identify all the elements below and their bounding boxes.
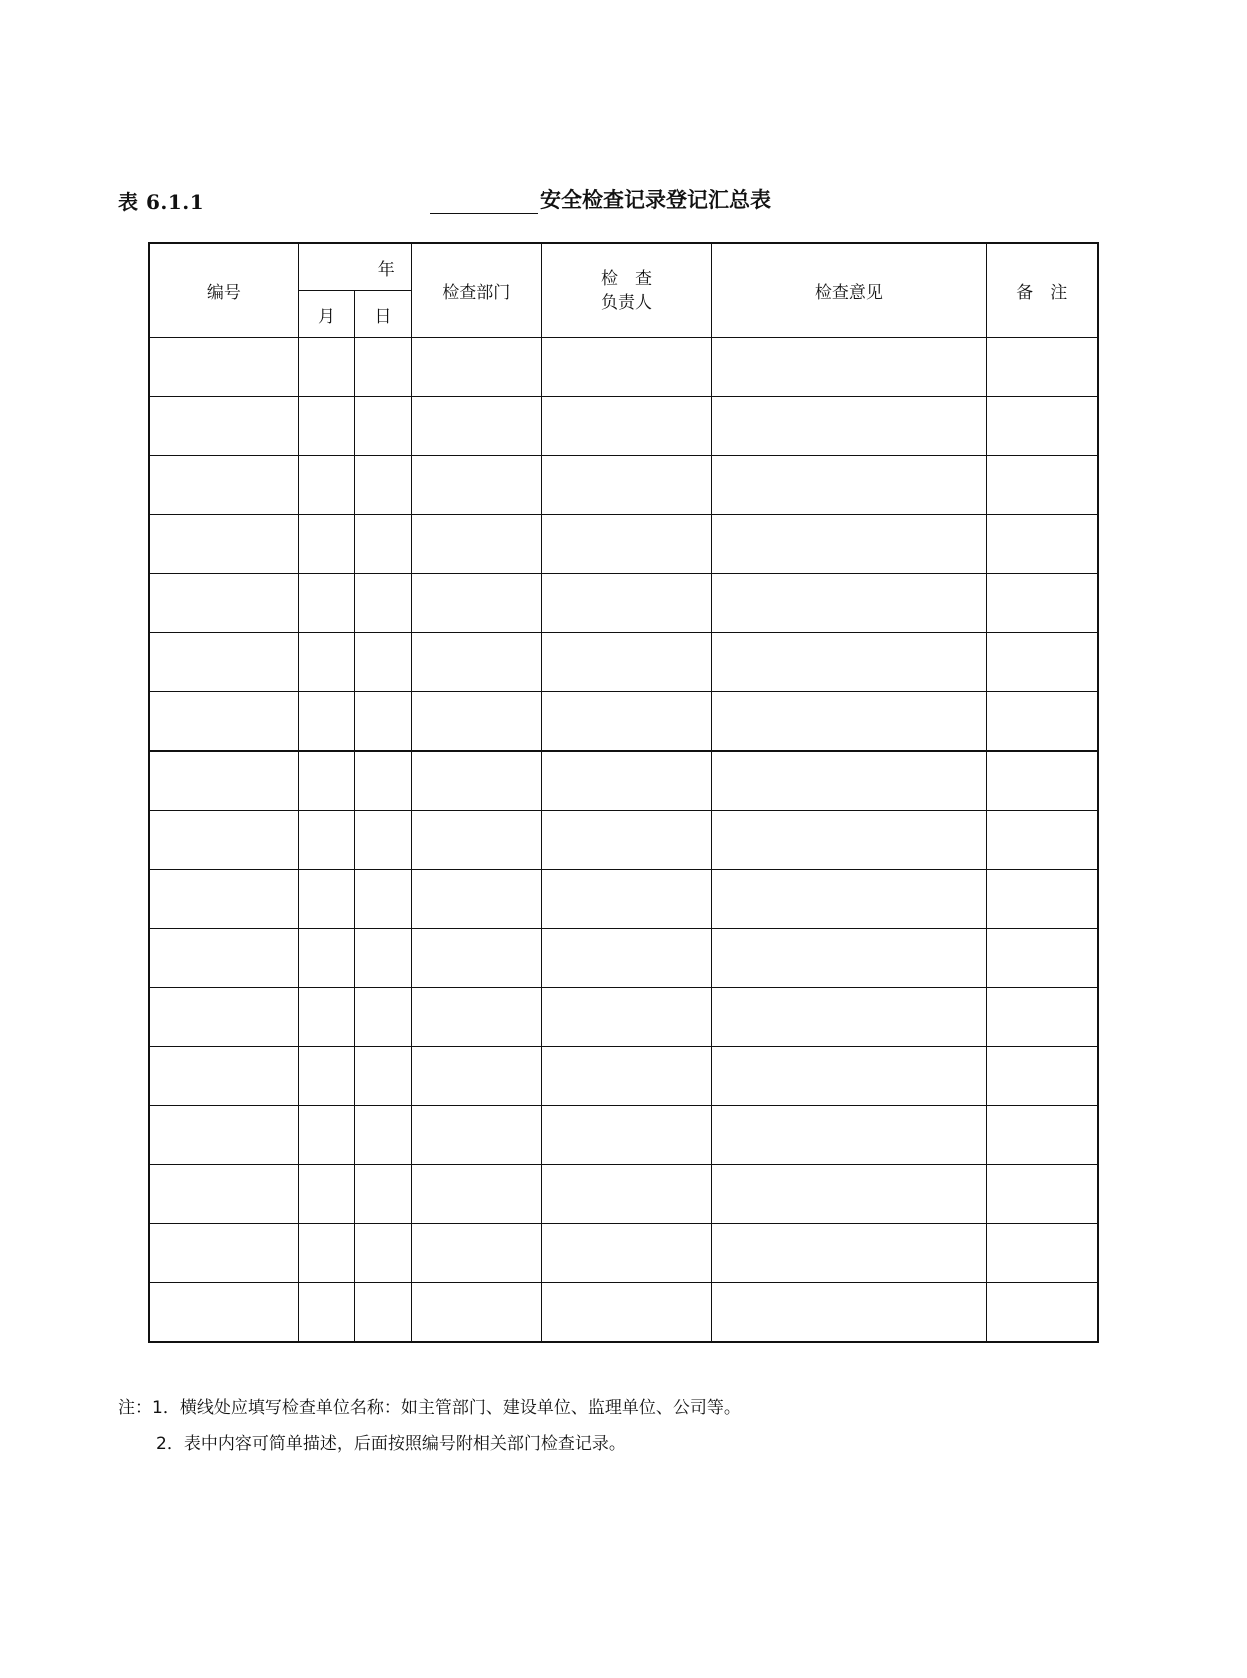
department-cell[interactable] [411, 1224, 541, 1283]
opinion-cell[interactable] [712, 692, 986, 752]
note-item-2 [118, 1426, 741, 1462]
opinion-cell[interactable] [712, 338, 986, 397]
remarks-cell[interactable] [986, 1047, 1098, 1106]
department-cell[interactable] [411, 574, 541, 633]
month-cell[interactable] [298, 751, 354, 811]
remarks-cell[interactable] [986, 1224, 1098, 1283]
day-cell[interactable] [355, 1106, 411, 1165]
opinion-cell[interactable] [712, 1047, 986, 1106]
responsible-cell[interactable] [541, 633, 711, 692]
opinion-cell[interactable] [712, 929, 986, 988]
month-cell[interactable] [298, 1106, 354, 1165]
month-cell[interactable] [298, 1283, 354, 1343]
day-cell[interactable] [355, 515, 411, 574]
day-cell[interactable] [355, 1224, 411, 1283]
number-cell[interactable] [149, 338, 298, 397]
responsible-cell[interactable] [541, 1047, 711, 1106]
opinion-cell[interactable] [712, 1224, 986, 1283]
department-cell[interactable] [411, 633, 541, 692]
month-cell[interactable] [298, 870, 354, 929]
opinion-cell[interactable] [712, 1283, 986, 1343]
responsible-cell[interactable] [541, 751, 711, 811]
table-row [149, 751, 1098, 811]
table-row [149, 1283, 1098, 1343]
department-cell[interactable] [411, 397, 541, 456]
remarks-cell[interactable] [986, 811, 1098, 870]
number-cell[interactable] [149, 870, 298, 929]
department-cell[interactable] [411, 870, 541, 929]
day-cell[interactable] [355, 633, 411, 692]
month-cell[interactable] [298, 574, 354, 633]
table-row [149, 1224, 1098, 1283]
column-header-month: 月 [298, 291, 354, 338]
opinion-cell[interactable] [712, 751, 986, 811]
responsible-cell[interactable] [541, 1106, 711, 1165]
remarks-cell[interactable] [986, 751, 1098, 811]
responsible-cell[interactable] [541, 1224, 711, 1283]
remarks-cell[interactable] [986, 633, 1098, 692]
responsible-cell[interactable] [541, 338, 711, 397]
remarks-cell[interactable] [986, 397, 1098, 456]
opinion-cell[interactable] [712, 456, 986, 515]
unit-name-blank[interactable] [430, 193, 538, 214]
opinion-cell[interactable] [712, 574, 986, 633]
month-cell[interactable] [298, 988, 354, 1047]
remarks-cell[interactable] [986, 929, 1098, 988]
month-cell[interactable] [298, 515, 354, 574]
table-row [149, 515, 1098, 574]
column-header-responsible-line2: 负责人 [600, 292, 652, 313]
day-cell[interactable] [355, 692, 411, 752]
table-row [149, 397, 1098, 456]
opinion-cell[interactable] [712, 870, 986, 929]
day-cell[interactable] [355, 751, 411, 811]
form-title [430, 184, 771, 214]
number-cell[interactable] [149, 397, 298, 456]
remarks-cell[interactable] [986, 1106, 1098, 1165]
number-cell[interactable] [149, 1165, 298, 1224]
department-cell[interactable] [411, 929, 541, 988]
opinion-cell[interactable] [712, 811, 986, 870]
remarks-cell[interactable] [986, 1283, 1098, 1343]
month-cell[interactable] [298, 811, 354, 870]
department-cell[interactable] [411, 811, 541, 870]
number-cell[interactable] [149, 988, 298, 1047]
remarks-cell[interactable] [986, 988, 1098, 1047]
department-cell[interactable] [411, 1283, 541, 1343]
responsible-cell[interactable] [541, 692, 711, 752]
department-cell[interactable] [411, 692, 541, 752]
opinion-cell[interactable] [712, 515, 986, 574]
department-cell[interactable] [411, 1047, 541, 1106]
remarks-cell[interactable] [986, 456, 1098, 515]
remarks-cell[interactable] [986, 338, 1098, 397]
table-row [149, 1165, 1098, 1224]
table-row [149, 811, 1098, 870]
responsible-cell[interactable] [541, 397, 711, 456]
table-row [149, 988, 1098, 1047]
number-cell[interactable] [149, 692, 298, 752]
table-row [149, 633, 1098, 692]
month-cell[interactable] [298, 397, 354, 456]
opinion-cell[interactable] [712, 633, 986, 692]
responsible-cell[interactable] [541, 929, 711, 988]
opinion-cell[interactable] [712, 1165, 986, 1224]
day-cell[interactable] [355, 574, 411, 633]
table-row [149, 456, 1098, 515]
month-cell[interactable] [298, 1224, 354, 1283]
department-cell[interactable] [411, 751, 541, 811]
day-cell[interactable] [355, 870, 411, 929]
month-cell[interactable] [298, 1047, 354, 1106]
responsible-cell[interactable] [541, 811, 711, 870]
month-cell[interactable] [298, 929, 354, 988]
number-cell[interactable] [149, 1283, 298, 1343]
opinion-cell[interactable] [712, 988, 986, 1047]
number-cell[interactable] [149, 1106, 298, 1165]
month-cell[interactable] [298, 1165, 354, 1224]
day-cell[interactable] [355, 397, 411, 456]
opinion-cell[interactable] [712, 1106, 986, 1165]
inspection-register-table [148, 242, 1099, 1343]
column-header-responsible [541, 243, 711, 338]
department-cell[interactable] [411, 988, 541, 1047]
remarks-cell[interactable] [986, 574, 1098, 633]
table-row [149, 870, 1098, 929]
responsible-cell[interactable] [541, 574, 711, 633]
responsible-cell[interactable] [541, 988, 711, 1047]
day-cell[interactable] [355, 811, 411, 870]
number-cell[interactable] [149, 515, 298, 574]
number-cell[interactable] [149, 1047, 298, 1106]
opinion-cell[interactable] [712, 397, 986, 456]
month-cell[interactable] [298, 338, 354, 397]
day-cell[interactable] [355, 988, 411, 1047]
responsible-cell[interactable] [541, 1165, 711, 1224]
department-cell[interactable] [411, 1106, 541, 1165]
month-cell[interactable] [298, 692, 354, 752]
responsible-cell[interactable] [541, 1283, 711, 1343]
number-cell[interactable] [149, 574, 298, 633]
table-row [149, 929, 1098, 988]
column-header-number: 编号 [149, 243, 298, 338]
note-item-1 [118, 1390, 741, 1426]
column-header-responsible-line1: 检 查 [600, 268, 652, 289]
number-cell[interactable] [149, 929, 298, 988]
number-cell[interactable] [149, 751, 298, 811]
column-header-year: 年 [298, 243, 411, 291]
column-header-remarks: 备 注 [986, 243, 1098, 338]
number-cell[interactable] [149, 456, 298, 515]
note-item-1-text: 1．横线处应填写检查单位名称：如主管部门、建设单位、监理单位、公司等。 [152, 1398, 741, 1418]
table-row [149, 692, 1098, 752]
remarks-cell[interactable] [986, 1165, 1098, 1224]
responsible-cell[interactable] [541, 515, 711, 574]
table-row [149, 574, 1098, 633]
notes-prefix: 注： [118, 1398, 152, 1418]
table-number: 表 6.1.1 [118, 190, 205, 214]
responsible-cell[interactable] [541, 870, 711, 929]
department-cell[interactable] [411, 338, 541, 397]
department-cell[interactable] [411, 1165, 541, 1224]
department-cell[interactable] [411, 456, 541, 515]
responsible-cell[interactable] [541, 456, 711, 515]
table-row [149, 338, 1098, 397]
number-cell[interactable] [149, 811, 298, 870]
remarks-cell[interactable] [986, 692, 1098, 752]
day-cell[interactable] [355, 1283, 411, 1343]
number-cell[interactable] [149, 633, 298, 692]
month-cell[interactable] [298, 456, 354, 515]
day-cell[interactable] [355, 338, 411, 397]
table-row [149, 1106, 1098, 1165]
notes [118, 1390, 741, 1462]
remarks-cell[interactable] [986, 870, 1098, 929]
remarks-cell[interactable] [986, 515, 1098, 574]
day-cell[interactable] [355, 1047, 411, 1106]
note-item-2-text: 2．表中内容可简单描述，后面按照编号附相关部门检查记录。 [156, 1434, 626, 1454]
table-row [149, 1047, 1098, 1106]
day-cell[interactable] [355, 929, 411, 988]
column-header-department: 检查部门 [411, 243, 541, 338]
month-cell[interactable] [298, 633, 354, 692]
register-body [149, 338, 1098, 1343]
column-header-day: 日 [355, 291, 411, 338]
day-cell[interactable] [355, 456, 411, 515]
number-cell[interactable] [149, 1224, 298, 1283]
form-title-text: 安全检查记录登记汇总表 [540, 187, 771, 212]
column-header-opinion: 检查意见 [712, 243, 986, 338]
department-cell[interactable] [411, 515, 541, 574]
day-cell[interactable] [355, 1165, 411, 1224]
